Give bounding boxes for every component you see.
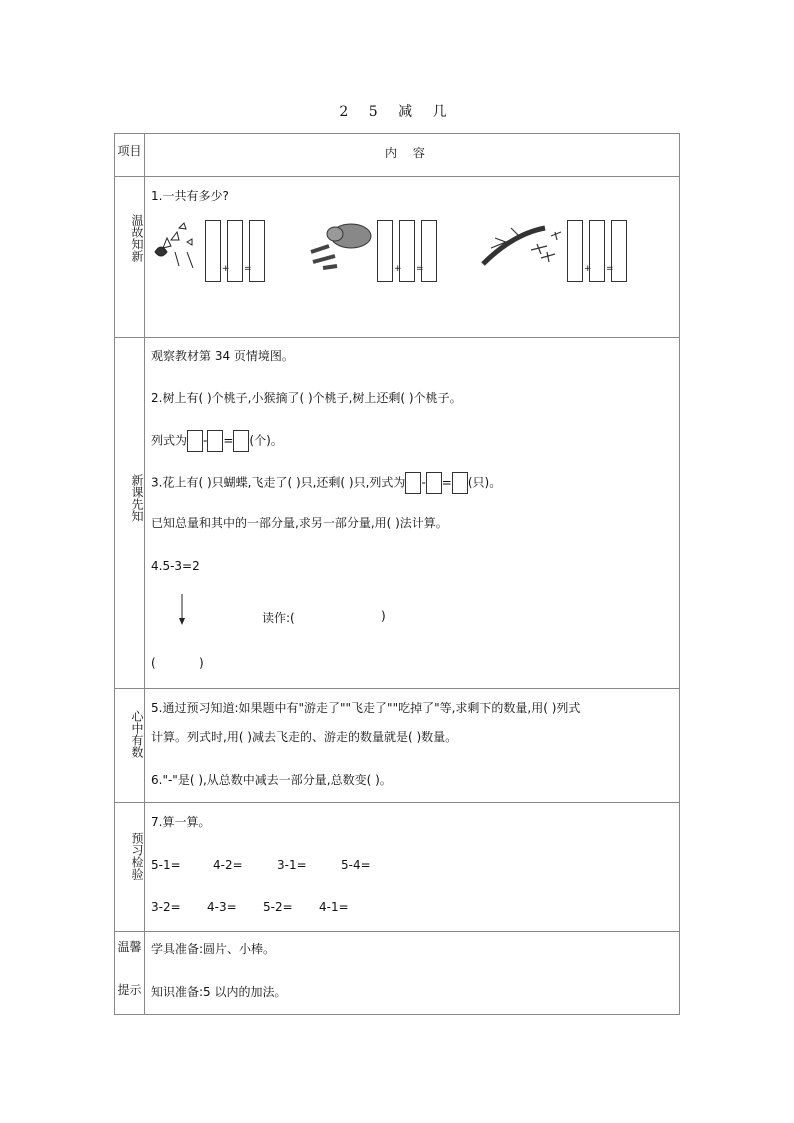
plus-sign: + — [584, 264, 592, 274]
question-3 — [151, 472, 501, 494]
answer-paren-open: ( — [151, 656, 156, 670]
column-divider — [144, 134, 145, 1014]
worksheet-table — [114, 133, 680, 1015]
row-divider — [115, 176, 679, 177]
header-item: 项目 — [117, 144, 142, 158]
tips-knowledge: 知识准备:5 以内的加法。 — [151, 985, 287, 999]
method-text: 已知总量和其中的一部分量,求另一部分量,用( )法计算。 — [151, 516, 448, 530]
plus-sign: + — [394, 264, 402, 274]
exercise-item: 4-3= — [207, 900, 237, 914]
question-1: 1.一共有多少? — [151, 189, 229, 203]
answer-box[interactable] — [249, 220, 265, 282]
exercise-item: 5-1= — [151, 858, 181, 872]
answer-box[interactable] — [452, 472, 468, 494]
dragonflies-icon — [481, 218, 565, 274]
exercise-item: 3-2= — [151, 900, 181, 914]
question-2: 2.树上有( )个桃子,小猴摘了( )个桃子,树上还剩( )个桃子。 — [151, 391, 462, 405]
equals-sign: = — [223, 433, 234, 448]
answer-box[interactable] — [611, 220, 627, 282]
answer-box[interactable] — [205, 220, 221, 282]
label-review: 温故知新 — [130, 214, 144, 262]
label-newlesson: 新课先知 — [130, 474, 144, 522]
answer-box[interactable] — [399, 220, 415, 282]
question-7: 7.算一算。 — [151, 815, 211, 829]
answer-box[interactable] — [377, 220, 393, 282]
exercise-item: 4-2= — [213, 858, 243, 872]
intro-text: 观察教材第 34 页情境图。 — [151, 349, 294, 363]
plus-sign: + — [222, 264, 230, 274]
row-divider — [115, 337, 679, 338]
read-as-label: 读作:( — [262, 611, 295, 625]
answer-box[interactable] — [426, 472, 442, 494]
read-as-close: ) — [381, 609, 386, 623]
question-6: 6."-"是( ),从总数中减去一部分量,总数变( )。 — [151, 773, 392, 787]
answer-box[interactable] — [207, 430, 223, 452]
question-4: 4.5-3=2 — [151, 559, 200, 573]
label-mind: 心中有数 — [130, 710, 144, 758]
row-divider — [115, 802, 679, 803]
answer-box[interactable] — [227, 220, 243, 282]
exercise-item: 4-1= — [319, 900, 349, 914]
formula-suffix: (个)。 — [249, 433, 283, 448]
formula-2 — [151, 430, 283, 452]
question-5-line1: 5.通过预习知道:如果题中有"游走了""飞走了""吃掉了"等,求剩下的数量,用( )列式 — [151, 701, 581, 715]
minus-sign: - — [421, 475, 426, 490]
page-title: 2 5 减 几 — [339, 104, 455, 120]
tips-tools: 学具准备:圆片、小棒。 — [151, 942, 276, 956]
question-5-line2: 计算。列式时,用( )减去飞走的、游走的数量就是( )数量。 — [151, 730, 458, 744]
answer-box[interactable] — [405, 472, 421, 494]
exercise-item: 5-2= — [263, 900, 293, 914]
down-arrow-icon — [177, 594, 187, 626]
answer-paren-close: ) — [199, 656, 204, 670]
answer-box[interactable] — [187, 430, 203, 452]
answer-box[interactable] — [233, 430, 249, 452]
row-divider — [115, 931, 679, 932]
label-preview: 预习检验 — [130, 832, 144, 880]
header-content: 内 容 — [385, 146, 431, 160]
equals-sign: = — [416, 264, 424, 274]
exercise-item: 5-4= — [341, 858, 371, 872]
minus-sign: - — [203, 433, 208, 448]
pig-icon — [307, 216, 375, 274]
label-tips-top: 温馨 — [117, 940, 142, 954]
question-3-text: 3.花上有( )只蝴蝶,飞走了( )只,还剩( )只,列式为 — [151, 475, 406, 490]
answer-box[interactable] — [589, 220, 605, 282]
formula-prefix: 列式为 — [151, 433, 188, 448]
answer-box[interactable] — [421, 220, 437, 282]
equals-sign: = — [606, 264, 614, 274]
equals-sign: = — [441, 475, 452, 490]
butterflies-icon — [149, 222, 209, 272]
answer-box[interactable] — [567, 220, 583, 282]
exercise-item: 3-1= — [277, 858, 307, 872]
question-3-suffix: (只)。 — [467, 475, 502, 490]
row-divider — [115, 688, 679, 689]
equals-sign: = — [244, 264, 252, 274]
label-tips-bottom: 提示 — [117, 983, 142, 997]
